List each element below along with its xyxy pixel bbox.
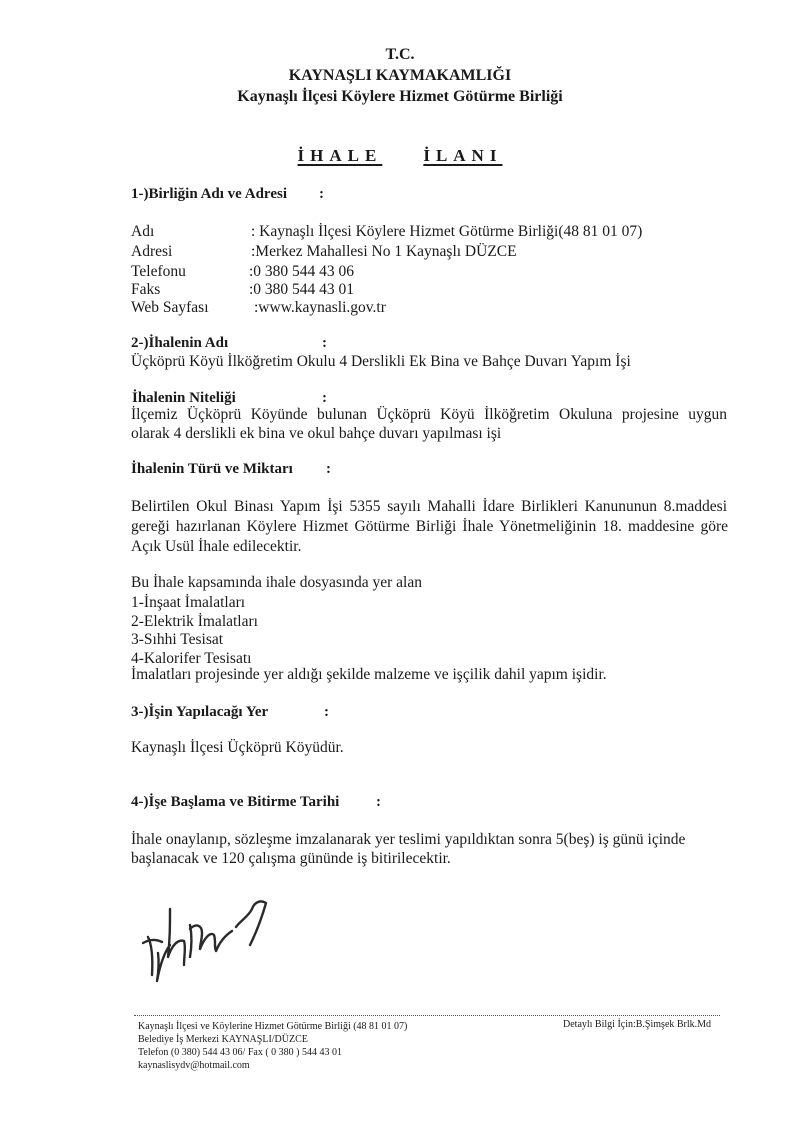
header-kaymakamlik: KAYNAŞLI KAYMAKAMLIĞI (288, 67, 512, 84)
header-tc: T.C. (385, 46, 415, 63)
scope-closing: İmalatları projesinde yer aldığı şekilde malzeme ve işçilik dahil yapım işidir. (131, 666, 607, 683)
nitelik-line1: İlçemiz Üçköprü Köyünde bulunan Üçköprü Köyü İlköğretim Okuluna projesine uygun (131, 406, 727, 423)
nitelik-line2: olarak 4 derslikli ek bina ve okul bahçe duvarı yapılması işi (131, 425, 502, 442)
title-ilani: İLANI (423, 146, 503, 165)
footer-line1: Kaynaşlı İlçesi ve Köylerine Hizmet Götürme Birliği (48 81 01 07) (138, 1021, 408, 1032)
field-value-adresi: :Merkez Mahallesi No 1 Kaynaşlı DÜZCE (251, 243, 517, 260)
list-item: 1-İnşaat İmalatları (131, 594, 246, 611)
section2-heading: 2-)İhalenin Adı (131, 335, 229, 351)
list-item: 4-Kalorifer Tesisatı (131, 650, 252, 667)
field-value-faks: :0 380 544 43 01 (249, 281, 355, 298)
field-label-telefonu: Telefonu (131, 263, 186, 280)
section3-colon: : (324, 704, 329, 720)
section2-colon: : (322, 335, 327, 351)
header-birlik: Kaynaşlı İlçesi Köylere Hizmet Götürme Birliği (237, 88, 563, 105)
signature (140, 895, 280, 990)
nitelik-colon: : (322, 390, 327, 406)
field-value-telefonu: :0 380 544 43 06 (249, 263, 355, 280)
turu-colon: : (326, 461, 331, 477)
section4-line2: başlanacak ve 120 çalışma gününde iş bitirilecektir. (131, 850, 451, 867)
section4-heading: 4-)İşe Başlama ve Bitirme Tarihi (131, 794, 340, 810)
page-title (0, 146, 800, 166)
field-label-web: Web Sayfası (131, 299, 209, 316)
section1-heading: 1-)Birliğin Adı ve Adresi (131, 186, 287, 202)
section4-line1: İhale onaylanıp, sözleşme imzalanarak yer teslimi yapıldıktan sonra 5(beş) iş günü içinde (131, 831, 686, 848)
field-label-faks: Faks (131, 281, 161, 298)
section4-colon: : (376, 794, 381, 810)
field-label-adi: Adı (131, 223, 155, 240)
section3-text: Kaynaşlı İlçesi Üçköprü Köyüdür. (131, 739, 344, 756)
field-value-adi: : Kaynaşlı İlçesi Köylere Hizmet Götürme Birliği(48 81 01 07) (251, 223, 643, 240)
turu-line1: Belirtilen Okul Binası Yapım İşi 5355 sayılı Mahalli İdare Birlikleri Kanununun 8.maddesi (131, 498, 727, 515)
section3-heading: 3-)İşin Yapılacağı Yer (131, 704, 269, 720)
field-value-web: :www.kaynasli.gov.tr (254, 299, 386, 316)
footer-line3: Telefon (0 380) 544 43 06/ Fax ( 0 380 ) 544 43 01 (138, 1047, 342, 1058)
field-label-adresi: Adresi (131, 243, 173, 260)
footer-email: kaynaslisydv@hotmail.com (138, 1060, 250, 1071)
section2-text: Üçköprü Köyü İlköğretim Okulu 4 Derslikli Ek Bina ve Bahçe Duvarı Yapım İşi (131, 353, 631, 370)
footer-line2: Belediye İş Merkezi KAYNAŞLI/DÜZCE (138, 1034, 308, 1045)
title-ihale: İHALE (297, 146, 383, 165)
turu-heading: İhalenin Türü ve Miktarı (131, 461, 293, 477)
scope-intro: Bu İhale kapsamında ihale dosyasında yer alan (131, 574, 422, 591)
footer-contact: Detaylı Bilgi İçin:B.Şimşek Brlk.Md (563, 1019, 712, 1030)
list-item: 3-Sıhhi Tesisat (131, 631, 224, 648)
section1-colon: : (319, 186, 324, 202)
nitelik-heading: İhalenin Niteliği (132, 390, 236, 406)
turu-line3: Açık Usül İhale edilecektir. (131, 538, 302, 555)
list-item: 2-Elektrik İmalatları (131, 613, 258, 630)
footer-divider (134, 1015, 720, 1016)
turu-line2: gereği hazırlanan Köylere Hizmet Götürme Birliği İhale Yönetmeliğinin 18. maddesine göre (131, 518, 728, 535)
